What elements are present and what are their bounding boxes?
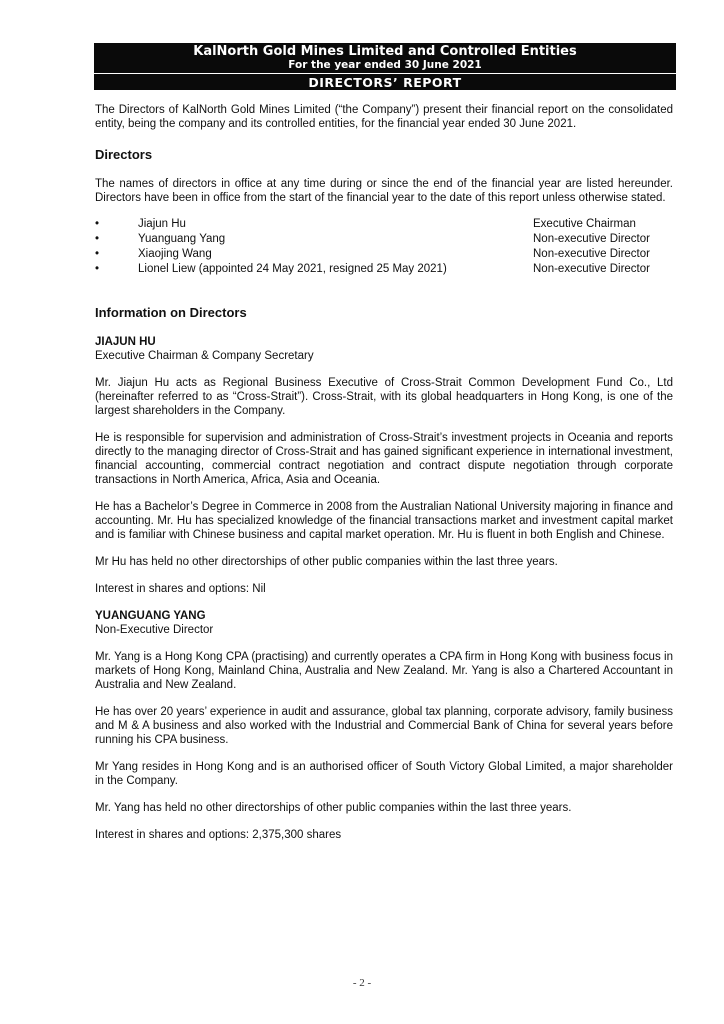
directors-list <box>95 217 673 277</box>
share-interest: Interest in shares and options: 2,375,300 shares <box>95 829 342 841</box>
info-heading: Information on Directors <box>95 305 247 320</box>
company-name: KalNorth Gold Mines Limited and Controlled Entities <box>193 44 577 59</box>
director-name: Yuanguang Yang <box>138 233 226 245</box>
director-name-heading: JIAJUN HU <box>95 336 156 348</box>
director-name: Xiaojing Wang <box>138 248 212 260</box>
directors-intro: The names of directors in office at any time during or since the end of the financial year are listed hereunder. Directors have been in office from the start of the financial year to the date of this report unless otherwise stated. <box>95 178 673 204</box>
share-interest: Interest in shares and options: Nil <box>95 583 266 595</box>
report-header <box>94 43 676 90</box>
director-title: Executive Chairman & Company Secretary <box>95 350 314 362</box>
report-period: For the year ended 30 June 2021 <box>288 59 482 71</box>
report-title: DIRECTORS’ REPORT <box>308 75 462 90</box>
director-name-heading: YUANGUANG YANG <box>95 610 206 622</box>
directors-heading: Directors <box>95 147 153 162</box>
director-role: Executive Chairman <box>533 218 636 230</box>
director-title: Non-Executive Director <box>95 624 214 636</box>
list-item <box>95 262 673 277</box>
report-body <box>95 103 673 842</box>
bio-paragraph: He has a Bachelor’s Degree in Commerce in 2008 from the Australian National University majoring in finance and accounting. Mr. Hu has specialized knowledge of the financial transactions market and investment capital market and is familiar with Chinese business and capital market operation. Mr. Hu is fluent in both English and Chinese. <box>95 501 673 541</box>
director-role: Non-executive Director <box>533 233 650 245</box>
bio-paragraph: Mr. Jiajun Hu acts as Regional Business Executive of Cross-Strait Common Development Fund Co., Ltd (hereinafter referred to as “Cross-Strait”). Cross-Strait, with its global headquarters in Hong Kong, is one of the largest shareholders in the Company. <box>95 377 673 417</box>
bullet: • <box>95 248 100 260</box>
header-divider <box>94 73 676 74</box>
bio-paragraph: Mr Yang resides in Hong Kong and is an authorised officer of South Victory Global Limited, a major shareholder in the Company. <box>95 761 673 787</box>
bullet: • <box>95 263 100 275</box>
list-item <box>95 232 673 247</box>
page-number: - 2 - <box>352 977 372 989</box>
bio-paragraph: Mr. Yang is a Hong Kong CPA (practising) and currently operates a CPA firm in Hong Kong with business focus in markets of Hong Kong, Mainland China, Australia and New Zealand. Mr. Yang is also a Chartered Accountant in Australia and New Zealand. <box>95 651 673 691</box>
director-name: Lionel Liew (appointed 24 May 2021, resigned 25 May 2021) <box>138 263 447 275</box>
director-role: Non-executive Director <box>533 263 650 275</box>
bullet: • <box>95 233 100 245</box>
bio-paragraph: He is responsible for supervision and administration of Cross-Strait’s investment projects in Oceania and reports directly to the managing director of Cross-Strait and has gained significant experience in international investment, financial accounting, commercial contract negotiation and contract dispute negotiation through corporate transactions in North America, Africa, Asia and Oceania. <box>95 432 673 486</box>
intro-paragraph: The Directors of KalNorth Gold Mines Limited (“the Company”) present their financial report on the consolidated entity, being the company and its controlled entities, for the financial year ended 30 June 2021. <box>95 104 673 130</box>
bio-paragraph: Mr Hu has held no other directorships of other public companies within the last three years. <box>95 556 558 568</box>
bio-paragraph: He has over 20 years’ experience in audit and assurance, global tax planning, corporate advisory, family business and M & A business and also worked with the Industrial and Commercial Bank of China for several years before running his CPA business. <box>95 706 673 746</box>
bio-paragraph: Mr. Yang has held no other directorships of other public companies within the last three years. <box>95 802 572 814</box>
director-name: Jiajun Hu <box>138 218 186 230</box>
list-item <box>95 247 673 262</box>
director-role: Non-executive Director <box>533 248 650 260</box>
list-item <box>95 217 673 232</box>
bullet: • <box>95 218 100 230</box>
